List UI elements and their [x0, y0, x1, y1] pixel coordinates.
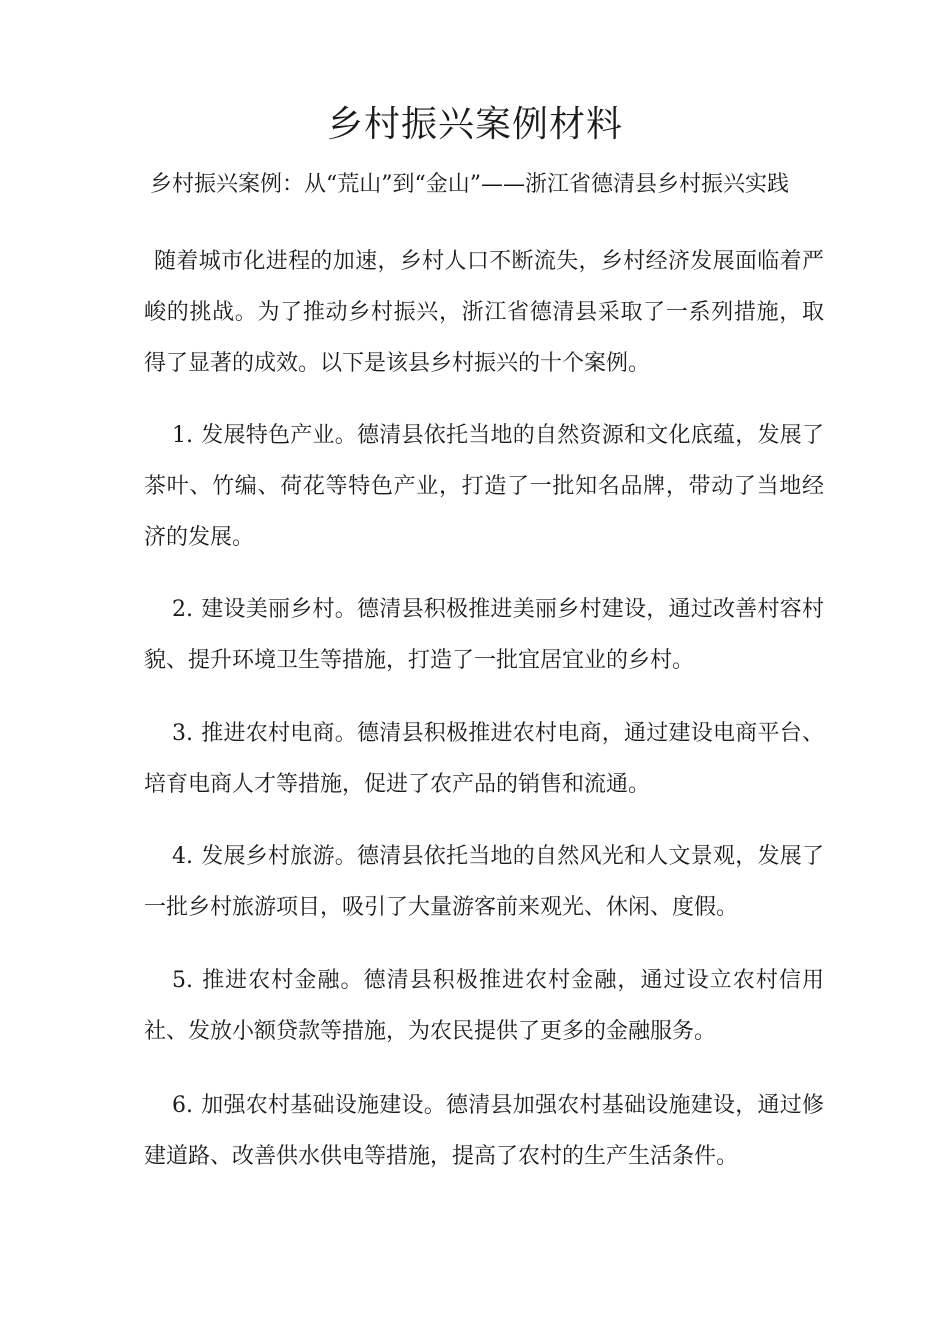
case-number: 5. [172, 968, 193, 993]
case-text: 加强农村基础设施建设。德清县加强农村基础设施建设，通过修建道路、改善供水供电等措施，提高了农村的生产生活条件。 [144, 1093, 824, 1169]
case-paragraph-5 [144, 955, 824, 1057]
document-title: 乡村振兴案例材料 [326, 104, 623, 145]
case-number: 4. [172, 844, 193, 869]
case-number: 1. [172, 423, 193, 448]
case-paragraph-3 [144, 708, 824, 810]
case-text: 发展乡村旅游。德清县依托当地的自然风光和人文景观，发展了一批乡村旅游项目，吸引了大量游客前来观光、休闲、度假。 [144, 844, 824, 920]
case-paragraph-4 [144, 831, 824, 933]
case-text: 推进农村电商。德清县积极推进农村电商，通过建设电商平台、培育电商人才等措施，促进了农产品的销售和流通。 [144, 721, 824, 797]
document-subtitle: 乡村振兴案例：从“荒山”到“金山”——浙江省德清县乡村振兴实践 [150, 172, 789, 197]
intro-paragraph: 随着城市化进程的加速，乡村人口不断流失，乡村经济发展面临着严峻的挑战。为了推动乡村振兴，浙江省德清县采取了一系列措施，取得了显著的成效。以下是该县乡村振兴的十个案例。 [144, 249, 824, 376]
case-paragraph-1 [144, 410, 824, 563]
case-paragraph-2 [144, 584, 824, 686]
case-number: 3. [172, 721, 193, 746]
case-text: 推进农村金融。德清县积极推进农村金融，通过设立农村信用社、发放小额贷款等措施，为农民提供了更多的金融服务。 [144, 968, 824, 1044]
case-text: 建设美丽乡村。德清县积极推进美丽乡村建设，通过改善村容村貌、提升环境卫生等措施，打造了一批宜居宜业的乡村。 [144, 597, 824, 673]
case-paragraph-6 [144, 1080, 824, 1182]
case-number: 6. [172, 1093, 193, 1118]
case-text: 发展特色产业。德清县依托当地的自然资源和文化底蕴，发展了茶叶、竹编、荷花等特色产业，打造了一批知名品牌，带动了当地经济的发展。 [144, 423, 824, 550]
case-number: 2. [172, 597, 193, 622]
